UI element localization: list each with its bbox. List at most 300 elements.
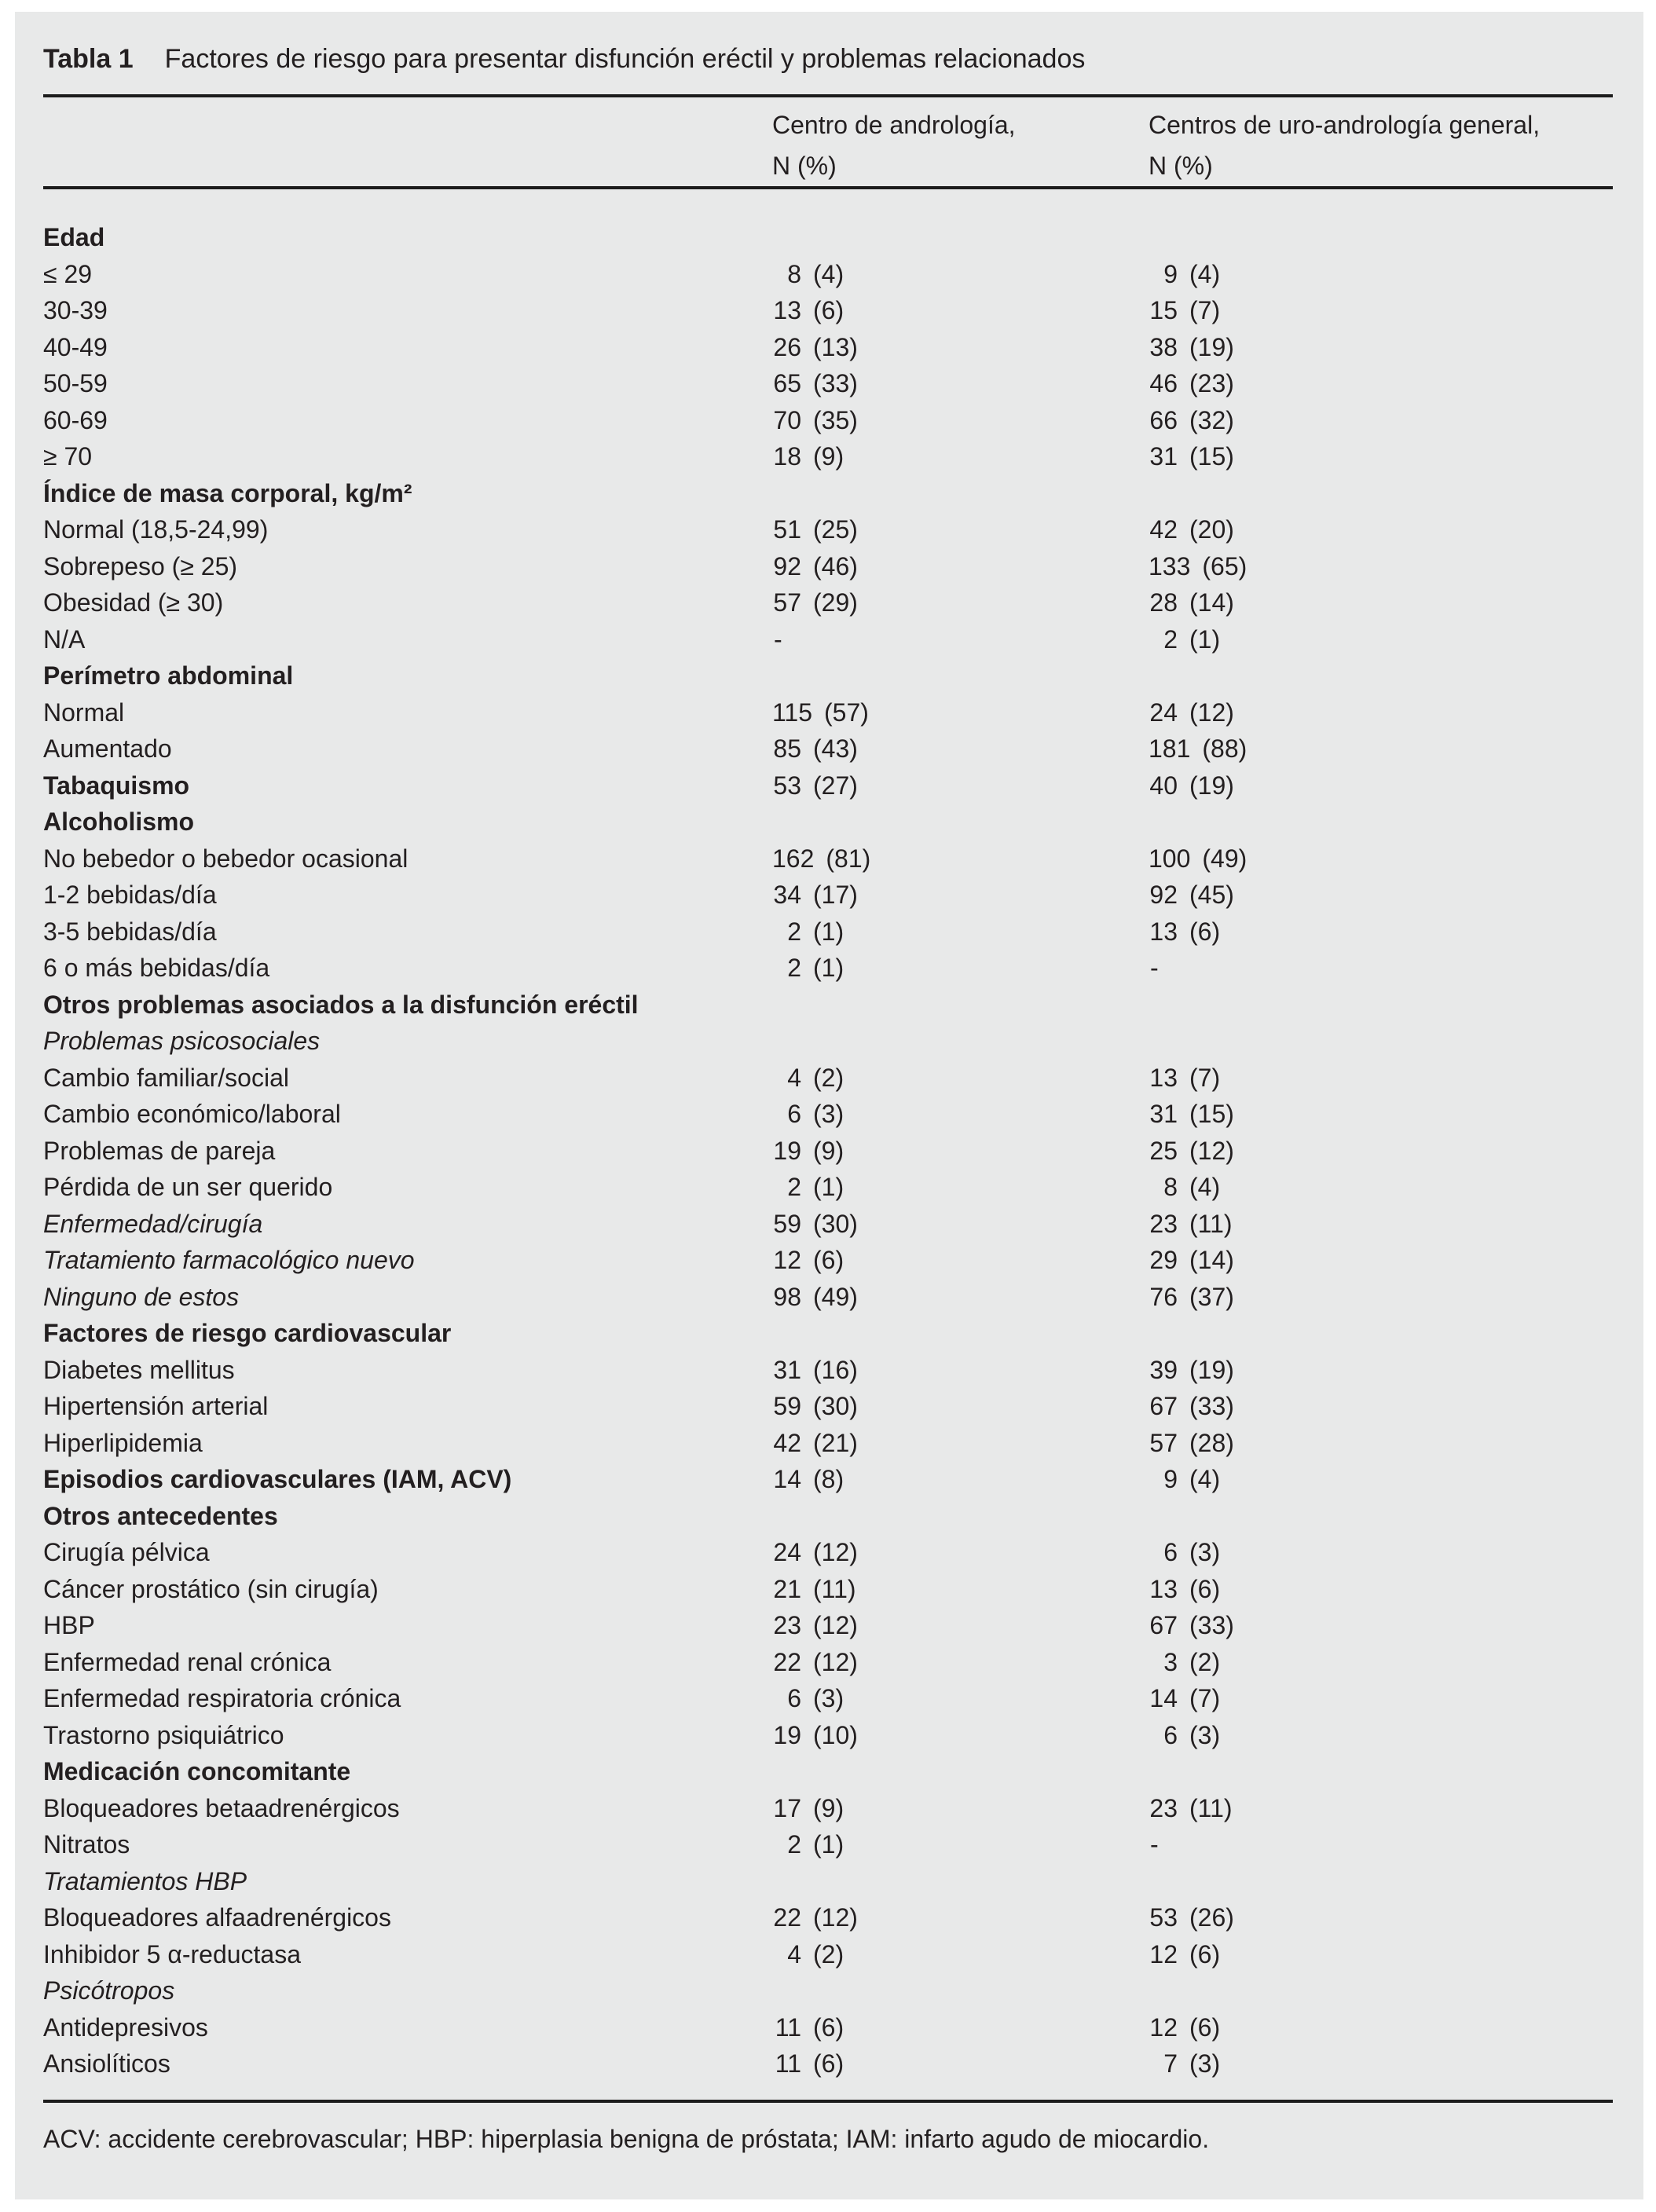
row-label: ≤ 29 [43, 259, 93, 288]
table-row [43, 1425, 1613, 1462]
value-percent: (9) [813, 1793, 844, 1822]
value-uroandrologia [1149, 1096, 1613, 1133]
value-count: 42 [1149, 515, 1178, 544]
table-row [43, 292, 1613, 329]
row-label: 3-5 bebidas/día [43, 917, 217, 946]
value-andrologia [772, 438, 1149, 475]
value-count: 13 [1149, 1574, 1178, 1603]
table-row [43, 584, 1613, 621]
column-header-line2: N (%) [1149, 152, 1213, 180]
value-andrologia [772, 1790, 1149, 1827]
value-count: 11 [775, 2012, 801, 2042]
value-andrologia [772, 950, 1149, 987]
value-count: 38 [1149, 332, 1178, 361]
table-row [43, 365, 1613, 402]
value-uroandrologia [1149, 1571, 1613, 1608]
row-label: Aumentado [43, 734, 172, 763]
value-andrologia [772, 1753, 1149, 1790]
value-count: 46 [1149, 369, 1178, 397]
column-header-line1: Centros de uro-andrología general, [1149, 111, 1541, 139]
value-uroandrologia [1149, 1972, 1613, 2009]
value-count: 42 [773, 1428, 801, 1457]
value-count: 40 [1149, 771, 1178, 800]
value-andrologia: - [774, 624, 782, 654]
column-header-uroandrologia [1149, 104, 1613, 186]
table-row [43, 1169, 1613, 1206]
table-row [43, 1863, 1613, 1900]
value-uroandrologia [1149, 1899, 1613, 1936]
column-header-andrologia [772, 104, 1149, 186]
value-count: 15 [1149, 296, 1178, 324]
row-label: N/A [43, 624, 86, 654]
value-percent: (13) [813, 332, 858, 361]
value-count: 31 [1149, 1100, 1178, 1128]
value-andrologia [772, 731, 1149, 767]
value-count: 17 [773, 1793, 801, 1822]
value-count: 3 [1163, 1647, 1178, 1676]
value-uroandrologia [1149, 1133, 1613, 1170]
table-row [43, 219, 1613, 256]
table-row [43, 1279, 1613, 1316]
value-percent: (14) [1189, 588, 1234, 617]
value-percent: (25) [813, 515, 858, 544]
table-row [43, 767, 1613, 804]
bottom-rule [43, 2100, 1613, 2103]
table-row [43, 1242, 1613, 1279]
value-uroandrologia [1149, 621, 1613, 658]
value-percent: (19) [1189, 1355, 1234, 1384]
value-andrologia [772, 1315, 1149, 1352]
row-label: Tabaquismo [43, 771, 190, 800]
row-label: Cambio económico/laboral [43, 1100, 341, 1128]
value-uroandrologia [1149, 1936, 1613, 1973]
row-label: 50-59 [43, 369, 108, 397]
table-row [43, 840, 1613, 877]
value-count: 66 [1149, 405, 1178, 434]
value-uroandrologia [1149, 292, 1613, 329]
value-uroandrologia [1149, 584, 1613, 621]
value-percent: (27) [813, 771, 858, 800]
table-row [43, 1315, 1613, 1352]
value-count: 34 [773, 881, 801, 909]
value-uroandrologia [1149, 365, 1613, 402]
table-row [43, 1936, 1613, 1973]
row-label: 6 o más bebidas/día [43, 954, 270, 982]
value-andrologia [772, 511, 1149, 548]
table-row [43, 1133, 1613, 1170]
value-percent: (16) [813, 1355, 858, 1384]
value-count: 4 [787, 1063, 801, 1092]
value-percent: (11) [813, 1574, 856, 1603]
value-percent: (6) [813, 1246, 844, 1274]
value-percent: (6) [1189, 2012, 1221, 2042]
value-count: 181 [1149, 734, 1191, 763]
value-percent: (4) [1189, 1173, 1221, 1201]
table-row [43, 657, 1613, 694]
value-andrologia [772, 256, 1149, 293]
value-andrologia [772, 1023, 1149, 1060]
value-percent: (43) [813, 734, 858, 763]
value-uroandrologia [1149, 1461, 1613, 1498]
row-label: 60-69 [43, 405, 108, 434]
value-percent: (6) [1189, 1939, 1221, 1968]
value-count: 13 [773, 296, 801, 324]
table-row [43, 1498, 1613, 1535]
row-label: Normal (18,5-24,99) [43, 515, 269, 544]
row-label: Bloqueadores alfaadrenérgicos [43, 1903, 391, 1932]
value-percent: (35) [813, 405, 858, 434]
table-title: Factores de riesgo para presentar disfunción eréctil y problemas relacionados [164, 44, 1086, 74]
value-andrologia [772, 1352, 1149, 1389]
value-count: 67 [1149, 1392, 1178, 1420]
value-count: 51 [773, 515, 801, 544]
table-row [43, 402, 1613, 439]
value-uroandrologia [1149, 877, 1613, 914]
value-count: 8 [1163, 1173, 1178, 1201]
value-percent: (6) [1189, 1574, 1221, 1603]
value-andrologia [772, 1133, 1149, 1170]
value-andrologia [772, 1498, 1149, 1535]
value-andrologia [772, 1206, 1149, 1243]
table-row [43, 1972, 1613, 2009]
value-count: 2 [787, 917, 801, 946]
value-count: 7 [1163, 2049, 1178, 2078]
value-count: 162 [772, 844, 815, 873]
row-label: Tratamientos HBP [43, 1866, 247, 1895]
value-uroandrologia [1149, 1279, 1613, 1316]
value-andrologia [772, 1425, 1149, 1462]
value-andrologia [772, 1534, 1149, 1571]
value-uroandrologia [1149, 987, 1613, 1024]
value-percent: (23) [1189, 369, 1234, 397]
value-count: 98 [773, 1282, 801, 1311]
value-percent: (12) [813, 1538, 858, 1566]
value-uroandrologia [1149, 1169, 1613, 1206]
row-label: Edad [43, 223, 105, 251]
value-count: 2 [787, 954, 801, 982]
value-count: 24 [773, 1538, 801, 1566]
value-uroandrologia [1149, 694, 1613, 731]
table-row [43, 1680, 1613, 1717]
value-uroandrologia [1149, 402, 1613, 439]
table-row [43, 511, 1613, 548]
value-count: 8 [787, 259, 801, 288]
table-row [43, 2045, 1613, 2082]
row-label: Otros antecedentes [43, 1501, 278, 1530]
value-percent: (33) [1189, 1392, 1234, 1420]
value-andrologia [772, 877, 1149, 914]
row-label: Psicótropos [43, 1976, 175, 2005]
column-header-line1: Centro de andrología, [772, 111, 1016, 139]
value-percent: (57) [824, 698, 869, 727]
value-percent: (3) [1189, 1538, 1221, 1566]
row-label: HBP [43, 1611, 95, 1639]
value-count: 59 [773, 1392, 801, 1420]
value-percent: (3) [813, 1100, 844, 1128]
value-count: 85 [773, 734, 801, 763]
value-uroandrologia [1149, 1242, 1613, 1279]
value-percent: (1) [813, 954, 844, 982]
table-row [43, 256, 1613, 293]
value-andrologia [772, 1717, 1149, 1754]
value-count: 29 [1149, 1246, 1178, 1274]
row-label: No bebedor o bebedor ocasional [43, 844, 409, 873]
table-row [43, 987, 1613, 1024]
value-percent: (15) [1189, 1100, 1234, 1128]
table-row [43, 1534, 1613, 1571]
row-label: Otros problemas asociados a la disfunción eréctil [43, 990, 639, 1019]
value-count: 13 [1149, 1063, 1178, 1092]
row-label: Enfermedad/cirugía [43, 1209, 263, 1238]
row-label: ≥ 70 [43, 442, 93, 471]
value-uroandrologia [1149, 256, 1613, 293]
table-row [43, 1023, 1613, 1060]
value-andrologia [772, 584, 1149, 621]
value-uroandrologia [1149, 1060, 1613, 1097]
value-percent: (45) [1189, 881, 1234, 909]
value-percent: (4) [813, 259, 844, 288]
row-label: Sobrepeso (≥ 25) [43, 551, 238, 580]
value-percent: (12) [813, 1903, 858, 1932]
row-label: Bloqueadores betaadrenérgicos [43, 1793, 400, 1822]
value-andrologia [772, 1169, 1149, 1206]
value-andrologia [772, 914, 1149, 950]
value-percent: (4) [1189, 259, 1221, 288]
table-row [43, 1753, 1613, 1790]
table-row [43, 1388, 1613, 1425]
value-uroandrologia [1149, 1315, 1613, 1352]
value-count: 100 [1149, 844, 1191, 873]
value-uroandrologia [1149, 2045, 1613, 2082]
table-row [43, 329, 1613, 366]
value-andrologia [772, 657, 1149, 694]
value-percent: (15) [1189, 442, 1234, 471]
value-percent: (3) [1189, 2049, 1221, 2078]
row-label: Hipertensión arterial [43, 1392, 269, 1420]
value-percent: (33) [813, 369, 858, 397]
value-count: 6 [1163, 1720, 1178, 1749]
row-label: Problemas de pareja [43, 1136, 276, 1165]
value-uroandrologia [1149, 1425, 1613, 1462]
row-label: Diabetes mellitus [43, 1355, 235, 1384]
value-count: 14 [773, 1465, 801, 1493]
value-percent: (2) [813, 1939, 844, 1968]
value-percent: (9) [813, 442, 844, 471]
value-percent: (19) [1189, 332, 1234, 361]
value-uroandrologia [1149, 914, 1613, 950]
value-uroandrologia [1149, 219, 1613, 256]
table-row [43, 1352, 1613, 1389]
row-label: Ninguno de estos [43, 1282, 240, 1311]
row-label: Cambio familiar/social [43, 1063, 289, 1092]
value-percent: (12) [813, 1611, 858, 1639]
row-label: Cirugía pélvica [43, 1538, 210, 1566]
value-andrologia [772, 1242, 1149, 1279]
value-count: 19 [773, 1136, 801, 1165]
table-caption [43, 12, 1613, 75]
column-headers [43, 97, 1613, 186]
value-percent: (11) [1189, 1209, 1233, 1238]
value-andrologia [772, 1936, 1149, 1973]
value-count: 53 [1149, 1903, 1178, 1932]
table-row [43, 1206, 1613, 1243]
value-percent: (12) [813, 1647, 858, 1676]
table-row [43, 877, 1613, 914]
value-percent: (37) [1189, 1282, 1234, 1311]
value-count: 19 [773, 1720, 801, 1749]
value-count: 23 [773, 1611, 801, 1639]
value-andrologia [772, 840, 1149, 877]
table-row [43, 1899, 1613, 1936]
value-count: 12 [1149, 2012, 1178, 2042]
value-percent: (12) [1189, 698, 1234, 727]
value-count: 2 [787, 1173, 801, 1201]
value-andrologia [772, 365, 1149, 402]
value-andrologia [772, 1863, 1149, 1900]
value-uroandrologia [1149, 1534, 1613, 1571]
table-row [43, 694, 1613, 731]
table-row [43, 914, 1613, 950]
row-label: Ansiolíticos [43, 2049, 170, 2078]
table-footnote: ACV: accidente cerebrovascular; HBP: hiperplasia benigna de próstata; IAM: infarto agudo de miocardio. [43, 2124, 1210, 2153]
value-andrologia [772, 475, 1149, 512]
value-percent: (3) [813, 1684, 844, 1712]
value-count: 28 [1149, 588, 1178, 617]
value-andrologia [772, 1060, 1149, 1097]
table-body [43, 189, 1613, 2082]
value-percent: (30) [813, 1392, 858, 1420]
row-label: Perímetro abdominal [43, 661, 294, 690]
value-andrologia [772, 402, 1149, 439]
value-count: 57 [1149, 1428, 1178, 1457]
row-label: Enfermedad respiratoria crónica [43, 1684, 401, 1712]
value-andrologia [772, 1607, 1149, 1644]
row-label: Tratamiento farmacológico nuevo [43, 1246, 415, 1274]
value-percent: (1) [1189, 624, 1221, 654]
value-count: 2 [1163, 624, 1178, 654]
value-andrologia [772, 2045, 1149, 2082]
value-count: 18 [773, 442, 801, 471]
value-count: 9 [1163, 259, 1178, 288]
value-uroandrologia [1149, 1023, 1613, 1060]
value-percent: (6) [813, 2049, 844, 2078]
value-uroandrologia [1149, 475, 1613, 512]
value-andrologia [772, 1461, 1149, 1498]
value-percent: (30) [813, 1209, 858, 1238]
value-percent: (6) [813, 2012, 844, 2042]
value-count: 12 [773, 1246, 801, 1274]
value-count: 23 [1149, 1793, 1178, 1822]
value-andrologia [772, 767, 1149, 804]
value-count: 53 [773, 771, 801, 800]
row-label: Antidepresivos [43, 2012, 208, 2042]
value-percent: (49) [813, 1282, 858, 1311]
value-count: 11 [775, 2049, 801, 2078]
value-andrologia [772, 694, 1149, 731]
value-uroandrologia [1149, 1644, 1613, 1681]
value-count: 22 [773, 1903, 801, 1932]
row-label: Pérdida de un ser querido [43, 1173, 333, 1201]
value-uroandrologia [1149, 1753, 1613, 1790]
row-label: 30-39 [43, 296, 108, 324]
value-count: 70 [773, 405, 801, 434]
value-uroandrologia [1149, 548, 1613, 585]
value-count: 92 [773, 551, 801, 580]
value-percent: (49) [1202, 844, 1247, 873]
value-andrologia [772, 1826, 1149, 1863]
row-label: Nitratos [43, 1830, 130, 1859]
value-uroandrologia [1149, 731, 1613, 767]
row-label: Episodios cardiovasculares (IAM, ACV) [43, 1465, 512, 1493]
value-percent: (6) [1189, 917, 1221, 946]
row-label: Hiperlipidemia [43, 1428, 203, 1457]
table-row [43, 1790, 1613, 1827]
value-percent: (7) [1189, 1063, 1221, 1092]
row-label: Obesidad (≥ 30) [43, 588, 224, 617]
row-label: Cáncer prostático (sin cirugía) [43, 1574, 379, 1603]
value-count: 115 [772, 698, 813, 727]
value-andrologia [772, 1644, 1149, 1681]
value-uroandrologia [1149, 1206, 1613, 1243]
value-count: 9 [1163, 1465, 1178, 1493]
table-row [43, 1717, 1613, 1754]
value-uroandrologia [1149, 2009, 1613, 2046]
row-label: Índice de masa corporal, kg/m² [43, 478, 412, 507]
table-row [43, 950, 1613, 987]
value-count: 4 [787, 1939, 801, 1968]
value-percent: (19) [1189, 771, 1234, 800]
table-row [43, 2009, 1613, 2046]
value-percent: (88) [1202, 734, 1247, 763]
table-row [43, 1607, 1613, 1644]
value-percent: (7) [1189, 296, 1221, 324]
value-uroandrologia [1149, 438, 1613, 475]
table-row [43, 1060, 1613, 1097]
value-uroandrologia [1149, 767, 1613, 804]
value-uroandrologia [1149, 657, 1613, 694]
value-percent: (14) [1189, 1246, 1234, 1274]
value-andrologia [772, 1899, 1149, 1936]
value-count: 133 [1149, 551, 1191, 580]
value-percent: (17) [813, 881, 858, 909]
value-percent: (28) [1189, 1428, 1234, 1457]
value-percent: (11) [1189, 1793, 1233, 1822]
value-count: 6 [787, 1100, 801, 1128]
value-count: 6 [1163, 1538, 1178, 1566]
value-uroandrologia [1149, 1352, 1613, 1389]
table-row [43, 1571, 1613, 1608]
value-uroandrologia [1149, 1680, 1613, 1717]
value-count: 25 [1149, 1136, 1178, 1165]
value-count: 21 [773, 1574, 801, 1603]
row-label: Alcoholismo [43, 808, 195, 836]
value-andrologia [772, 548, 1149, 585]
value-percent: (81) [826, 844, 871, 873]
table-label: Tabla 1 [43, 44, 134, 74]
value-count: 31 [773, 1355, 801, 1384]
value-uroandrologia [1149, 1863, 1613, 1900]
value-uroandrologia [1149, 1498, 1613, 1535]
table-row [43, 548, 1613, 585]
value-andrologia [772, 292, 1149, 329]
header-spacer-cell [43, 104, 772, 186]
value-percent: (21) [813, 1428, 858, 1457]
value-percent: (2) [813, 1063, 844, 1092]
value-percent: (26) [1189, 1903, 1234, 1932]
value-percent: (1) [813, 1830, 844, 1859]
value-count: 14 [1149, 1684, 1178, 1712]
row-label: Factores de riesgo cardiovascular [43, 1319, 452, 1347]
